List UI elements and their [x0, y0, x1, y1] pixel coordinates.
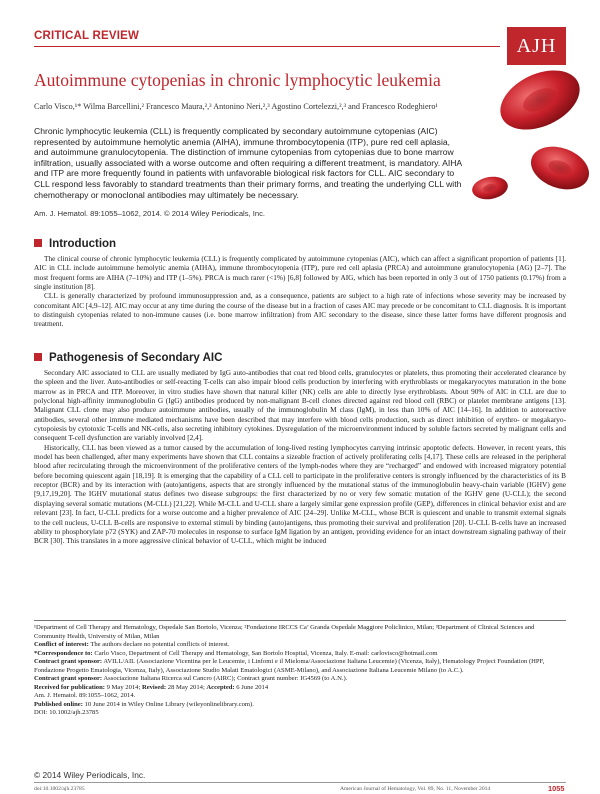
- published-text: 10 June 2014 in Wiley Online Library (wileyonlinelibrary.com).: [82, 700, 254, 708]
- section-heading-pathogenesis: [34, 352, 222, 364]
- paragraph: Secondary AIC associated to CLL are usually mediated by IgG auto-antibodies that coat red blood cells, granulocytes or platelets, thus promoting their accelerated clearance by the spleen and the liver. Auto-antibodies or self-reacting T-cells can also impair blood cells production by interfering with erythroblasts or megakaryocytes maturation in the bone marrow as in PRCA and ITP. Moreover, in vitro studies have shown that natural killer (NK) cells are able to directly lyse erythroblasts. About 90% of AIC in CLL are due to polyclonal high-affinity immunoglobulin G (IgG) antibodies produced by non-malignant B-cell clones directed against red blood cell (RBC) or platelet membrane antigens [13]. Malignant CLL clone may also produce autoimmune antibodies, usually of the immunoglobulin M class (IgM), in less than 10% of AIC [14–16]. In addition to autoreactive antibodies, several other immune mediated mechanisms have been described that may interfere with blood cells production, such as direct inhibition of erythro- or megakaryo-cytopoiesis by cytotoxic T-cells and NK-cells, also secreting inhibitory cytokines. Dysregulation of the microenvironment induced by soluble factors secreted by malignant cells and consequent T-cell dysfunction are variably involved [2,4].: [34, 368, 566, 443]
- section-heading-introduction: [34, 238, 116, 250]
- copyright: © 2014 Wiley Periodicals, Inc.: [34, 770, 146, 780]
- heading-marker: [34, 353, 42, 361]
- journal-logo: AJH: [507, 27, 566, 65]
- correspondence-label: *Correspondence to:: [34, 649, 93, 657]
- footer-journal: American Journal of Hematology, Vol. 89, No. 11, November 2014: [340, 786, 491, 792]
- section-heading-text: Pathogenesis of Secondary AIC: [49, 352, 223, 364]
- footnotes: [34, 624, 566, 718]
- footer-divider: [34, 782, 566, 783]
- conflict-text: The authors declare no potential conflicts of interest.: [88, 641, 230, 648]
- doi: DOI: 10.1002/ajh.23785: [34, 709, 99, 716]
- introduction-body: [34, 254, 566, 329]
- abstract: Chronic lymphocytic leukemia (CLL) is frequently complicated by secondary autoimmune cytopenias (AIC) represented by autoimmune hemolytic anemia (AIHA), immune thrombocytopenia (ITP), pure red cell aplasia, and autoimmune granulocytopenia. The distinction of immune cytopenias from cytopenias due to bone marrow infiltration, usually associated with a worse outcome and often requiring a different treatment, is mandatory. AIHA and ITP are more frequently found in patients with unfavorable biological risk factors for CLL. AIC secondary to CLL respond less favorably to standard treatments than their primary forms, and treating the underlying CLL with chemotherapy or monoclonal antibodies may ultimately be necessary.: [34, 126, 462, 200]
- received-date: 9 May 2014;: [104, 683, 142, 691]
- header-divider: [34, 46, 500, 47]
- grant-label: Contract grant sponsor:: [34, 658, 103, 665]
- footer-doi: doi:10.1002/ajh.23785: [34, 786, 85, 792]
- affiliations: ¹Department of Cell Therapy and Hematology, Ospedale San Bortolo, Vicenza; ²Fondazione IRCCS Ca’ Granda Ospedale Maggiore Policlinico, Milan; ³Department of Clinical Sciences and Community Health, University of Milan, Milan: [34, 624, 535, 640]
- abstract-citation: Am. J. Hematol. 89:1055–1062, 2014. © 2014 Wiley Periodicals, Inc.: [34, 209, 266, 218]
- paragraph: Historically, CLL has been viewed as a tumor caused by the accumulation of long-lived resting lymphocytes carrying intrinsic apoptotic defects. However, in recent years, this model has been challenged, after many experiments have shown that CLL contains a sizeable fraction of actively proliferating cells [4,17]. These cells are released in the peripheral blood after recirculating through the microenvironment of the proliferative centers of the lymph-nodes where they are “recharged” and endowed with increased migratory potential before becoming quiescent again [18,19]. It is emerging that the capability of a CLL cell to participate in the proliferative centers is strongly influenced by the characteristics of its B receptor (BCR) and by its interaction with (auto)antigens, aspects that are strongly influenced by the mutational status of the immunoglobulin heavy-chain variable (IGHV) gene [9,17,19,20]. The IGHV mutational status defines two disease subgroups: the first characterized by no or very few somatic mutation of the IGHV gene (U-CLL); the second displaying several somatic mutations (M-CLL) [21,22]. While M-CLL and U-CLL share a largely similar gene expression profile (GEP), differences in clinical behavior exist and are relevant [23]. In fact, U-CLL predicts for a worse outcome and a higher prevalence of AIC [24–29]. Unlike M-CLL, whose BCR is quiescent and unable to transmit external signals to the cell nucleus, U-CLL B-cells are responsive to external stimuli by binding (auto)antigens, thus promoting their survival and proliferation [20]. U-CLL B-cells have an increased ability to phosphorylate p72 (SYK) and ZAP-70 molecules in response to surface IgM ligation by an antigen, providing evidence for an intact downstream signaling pathway of their BCR [30]. This translates in a more aggressive clinical behavior of U-CLL, which might be induced: [34, 442, 566, 546]
- author-list: Carlo Visco,¹* Wilma Barcellini,² Francesco Maura,²,³ Antonino Neri,²,³ Agostino Cortelezzi,²,³ and Francesco Rodeghiero¹: [34, 102, 438, 111]
- received-label: Received for publication:: [34, 683, 105, 691]
- published-label: Published online:: [34, 700, 83, 708]
- accepted-date: 6 June 2014: [234, 683, 269, 691]
- heading-marker: [34, 239, 42, 247]
- grant-text: AVILL/AIL (Associazione Vicentina per le Leucemie, i Linfomi e il Mieloma/Associazione Italiana Leucemie) (Vicenza, Italy), Hematology Project Foundation (HPF, Fondazione Progetto Ematologia, Vicenza, Italy), Associazione Studio Malati Ematologici (ASME-Milano), and Associazione Italiana Leucemie Milano (to A.C.).: [34, 658, 545, 674]
- grant-text: Associazione Italiana Ricerca sul Cancro (AIRC); Contract grant number: IG4569 (to A.N.).: [102, 675, 348, 682]
- paragraph: The clinical course of chronic lymphocytic leukemia (CLL) is frequently complicated by autoimmune cytopenias (AIC), which can affect a significant proportion of patients [1]. AIC in CLL include autoimmune hemolytic anemia (AIHA), immune thrombocytopenia (ITP), pure red cell aplasia (PRCA) and autoimmune granulocytopenia (AG) [2–7]. The most frequent forms are AIHA (7–10%) and ITP (1–5%). PRCA is much rarer (<1%) [6,8] followed by AIG, which has been reported in only 3 out of 1750 patients (0.17%) from a single institution [8].: [34, 254, 566, 292]
- revised-date: 28 May 2014;: [166, 683, 207, 691]
- paragraph: CLL is generally characterized by profound immunosuppression and, as a consequence, patients are subject to a high rate of infections whose severity may be increased by concomitant AIC [4,9–12]. AIC may occur at any time during the course of the disease but in a fraction of cases AIC may precede or be concomitant to CLL diagnosis. It is important to distinguish cytopenias related to non-immune causes (i.e. bone marrow infiltration) from AIC secondary to the disease, since these latter forms have different prognosis and treatment.: [34, 291, 566, 329]
- accepted-label: Accepted:: [206, 683, 235, 691]
- footnote-divider: [34, 620, 566, 621]
- article-title: Autoimmune cytopenias in chronic lymphocytic leukemia: [34, 70, 441, 90]
- pathogenesis-body: [34, 368, 566, 546]
- grant-label: Contract grant sponsor:: [34, 675, 103, 682]
- footnote-citation: Am. J. Hematol. 89:1055–1062, 2014.: [34, 692, 136, 699]
- revised-label: Revised:: [141, 683, 167, 691]
- page-number: 1055: [548, 784, 565, 793]
- conflict-label: Conflict of interest:: [34, 641, 89, 648]
- blood-cells-illustration: [462, 60, 592, 220]
- section-label: CRITICAL REVIEW: [34, 30, 140, 42]
- section-heading-text: Introduction: [49, 238, 117, 250]
- correspondence-text: Carlo Visco, Department of Cell Therapy and Hematology, San Bortolo Hospital, Vicenza, Italy. E-mail: carlovisco@hotmail.com: [92, 649, 438, 657]
